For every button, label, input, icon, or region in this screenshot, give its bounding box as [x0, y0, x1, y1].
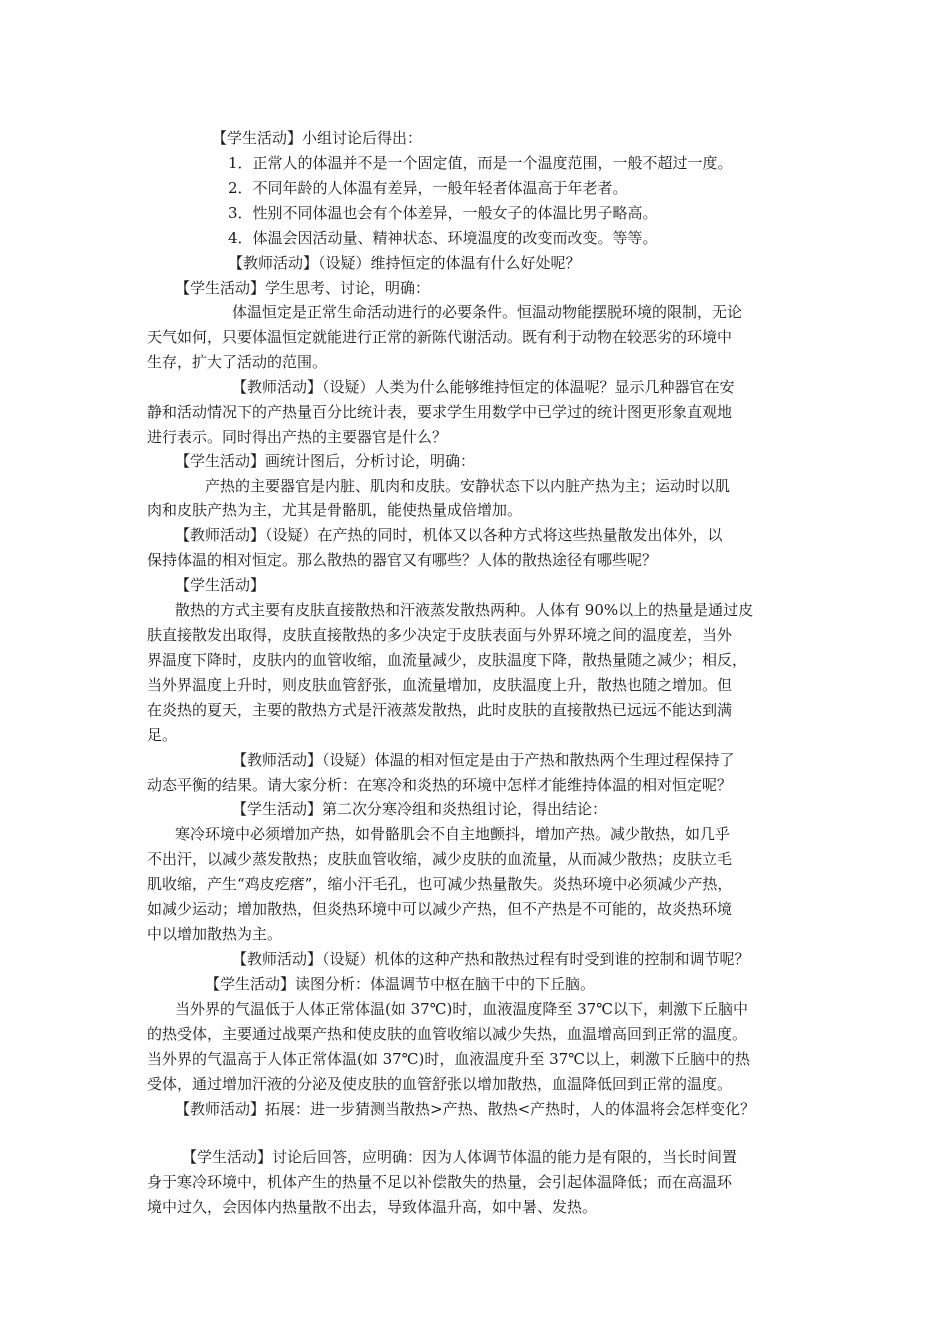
text-line: 不出汗，以减少蒸发散热；皮肤血管收缩，减少皮肤的血流量，从而减少散热；皮肤立毛 — [147, 850, 733, 868]
text-line: 界温度下降时，皮肤内的血管收缩，血流量减少，皮肤温度下降，散热量随之减少；相反， — [147, 651, 748, 669]
text-line: 当外界的气温高于人体正常体温(如 37℃)时，血液温度升至 37℃以上，刺激下丘脑中的热 — [147, 1050, 750, 1068]
text-line: 当外界温度上升时，则皮肤血管舒张，血流量增加，皮肤温度上升，散热也随之增加。但 — [147, 676, 733, 694]
text-line: 【学生活动】 — [175, 576, 266, 594]
text-line: 的热受体，主要通过战栗产热和使皮肤的血管收缩以减少失热，血温增高回到正常的温度。 — [147, 1025, 748, 1043]
text-line: 肌收缩，产生“鸡皮疙瘩”，缩小汗毛孔，也可减少热量散失。炎热环境中必须减少产热， — [147, 875, 733, 893]
text-line: 【学生活动】读图分析：体温调节中枢在脑干中的下丘脑。 — [205, 975, 596, 993]
text-line: 天气如何，只要体温恒定就能进行正常的新陈代谢活动。既有利于动物在较恶劣的环境中 — [147, 328, 733, 346]
text-line: 4．体温会因活动量、精神状态、环境温度的改变而改变。等等。 — [228, 229, 658, 247]
text-line: 【学生活动】画统计图后，分析讨论，明确： — [175, 452, 476, 470]
text-line: 肉和皮肤产热为主，尤其是骨骼肌，能使热量成倍增加。 — [147, 501, 523, 519]
text-line: 【学生活动】讨论后回答，应明确：因为人体调节体温的能力是有限的，当长时间置 — [182, 1148, 738, 1166]
text-line: 肤直接散发出取得，皮肤直接散热的多少决定于皮肤表面与外界环境之间的温度差，当外 — [147, 626, 733, 644]
text-line: 【学生活动】小组讨论后得出： — [212, 129, 423, 147]
text-line: 境中过久，会因体内热量散不出去，导致体温升高，如中暑、发热。 — [147, 1198, 598, 1216]
text-line: 【学生活动】学生思考、讨论，明确： — [175, 279, 431, 297]
text-line: 1．正常人的体温并不是一个固定值，而是一个温度范围，一般不超过一度。 — [228, 154, 733, 172]
text-line: 受体，通过增加汗液的分泌及使皮肤的血管舒张以增加散热，血温降低回到正常的温度。 — [147, 1075, 733, 1093]
text-line: 中以增加散热为主。 — [147, 925, 283, 943]
text-line: 保持体温的相对恒定。那么散热的器官又有哪些？人体的散热途径有哪些呢？ — [147, 551, 658, 569]
text-line: 【教师活动】（设疑）机体的这种产热和散热过程有时受到谁的控制和调节呢？ — [232, 950, 750, 968]
text-line: 2．不同年龄的人体温有差异，一般年轻者体温高于年老者。 — [228, 179, 628, 197]
text-line: 【教师活动】（设疑）维持恒定的体温有什么好处呢？ — [228, 254, 581, 272]
text-line: 体温恒定是正常生命活动进行的必要条件。恒温动物能摆脱环境的限制，无论 — [232, 303, 743, 321]
text-line: 散热的方式主要有皮肤直接散热和汗液蒸发散热两种。人体有 90%以上的热量是通过皮 — [175, 601, 754, 619]
text-line: 动态平衡的结果。请大家分析：在寒冷和炎热的环境中怎样才能维持体温的相对恒定呢？ — [147, 776, 733, 794]
text-line: 产热的主要器官是内脏、肌肉和皮肤。安静状态下以内脏产热为主；运动时以肌 — [205, 477, 731, 495]
text-line: 身于寒冷环境中，机体产生的热量不足以补偿散失的热量，会引起体温降低；而在高温环 — [147, 1173, 733, 1191]
text-line: 在炎热的夏天，主要的散热方式是汗液蒸发散热，此时皮肤的直接散热已远远不能达到满 — [147, 701, 733, 719]
text-line: 足。 — [147, 726, 178, 744]
text-line: 静和活动情况下的产热量百分比统计表，要求学生用数学中已学过的统计图更形象直观地 — [147, 403, 733, 421]
text-line: 【教师活动】拓展：进一步猜测当散热>产热、散热<产热时，人的体温将会怎样变化？ — [175, 1100, 756, 1118]
text-line: 进行表示。同时得出产热的主要器官是什么？ — [147, 428, 448, 446]
text-line: 【教师活动】（设疑）体温的相对恒定是由于产热和散热两个生理过程保持了 — [232, 751, 735, 769]
text-line: 3．性别不同体温也会有个体差异，一般女子的体温比男子略高。 — [228, 204, 658, 222]
text-line: 生存，扩大了活动的范围。 — [147, 353, 328, 371]
text-line: 如减少运动；增加散热，但炎热环境中可以减少产热，但不产热是不可能的，故炎热环境 — [147, 900, 733, 918]
text-line: 当外界的气温低于人体正常体温(如 37℃)时，血液温度降至 37℃以下，刺激下丘脑中 — [175, 1000, 748, 1018]
text-line: 【教师活动】（设疑）人类为什么能够维持恒定的体温呢？显示几种器官在安 — [232, 378, 735, 396]
text-line: 寒冷环境中必须增加产热，如骨骼肌会不自主地颤抖，增加产热。减少散热，如几乎 — [175, 825, 731, 843]
text-line: 【学生活动】第二次分寒冷组和炎热组讨论，得出结论： — [232, 800, 608, 818]
text-line: 【教师活动】（设疑）在产热的同时，机体又以各种方式将这些热量散发出体外，以 — [175, 526, 723, 544]
